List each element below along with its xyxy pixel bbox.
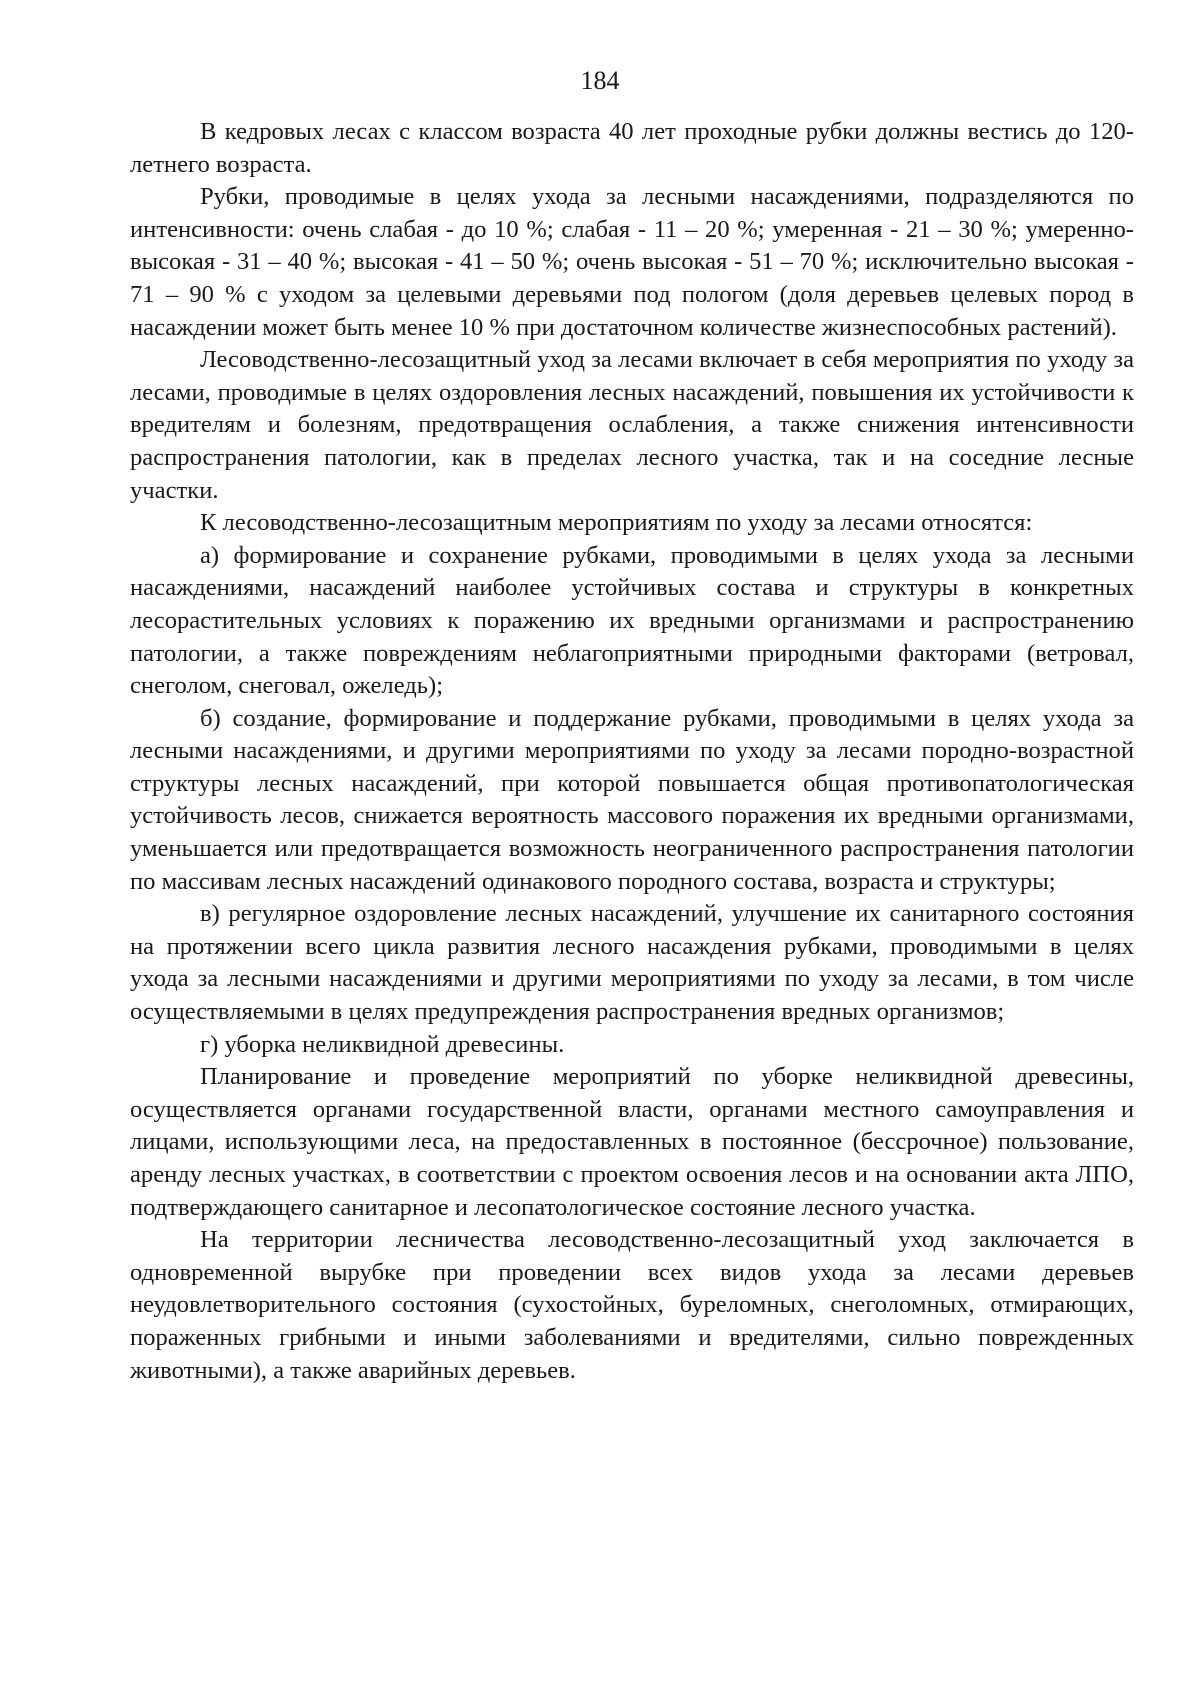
list-item-b: б) создание, формирование и поддержание рубками, проводимыми в целях ухода за лесными насаждениями, и другими мероприятиями по уходу за лесами породно-возрастной структуры лесных насаждений, при которой повышается общая противопатологическая устойчивость лесов, снижается вероятность массового поражения их вредными организмами, уменьшается или предотвращается возможность неограниченного распространения патологии по массивам лесных насаждений одинакового породного состава, возраста и структуры;: [130, 704, 1134, 895]
list-item-g: г) уборка неликвидной древесины.: [200, 1030, 565, 1058]
page-number: 184: [580, 66, 620, 95]
paragraph-cedar-forests: В кедровых лесах с классом возраста 40 лет проходные рубки должны вестись до 120-летнего возраста.: [130, 118, 1134, 178]
document-body: [130, 116, 1134, 1387]
list-item-v: в) регулярное оздоровление лесных насаждений, улучшение их санитарного состояния на протяжении всего цикла развития лесного насаждения рубками, проводимыми в целях ухода за лесными насаждениями и другими мероприятиями по уходу за лесами, в том числе осуществляемыми в целях предупреждения распространения вредных организмов;: [130, 900, 1134, 1026]
paragraph-planning: Планирование и проведение мероприятий по уборке неликвидной древесины, осуществляется органами государственной власти, органами местного самоуправления и лицами, использующими леса, на предоставленных в постоянное (бессрочное) пользование, аренду лесных участках, в соответствии с проектом освоения лесов и на основании акта ЛПО, подтверждающего санитарное и лесопатологическое состояние лесного участка.: [130, 1063, 1134, 1221]
paragraph-cutting-intensity: Рубки, проводимые в целях ухода за лесными насаждениями, подразделяются по интенсивности: очень слабая - до 10 %; слабая - 11 – 20 %; умеренная - 21 – 30 %; умеренно-высокая - 31 – 40 %; высокая - 41 – 50 %; очень высокая - 51 – 70 %; исключительно высокая - 71 – 90 % с уходом за целевыми деревьями под пологом (доля деревьев целевых пород в насаждении может быть менее 10 % при достаточном количестве жизнеспособных растений).: [130, 183, 1134, 341]
paragraph-forest-protection-care: Лесоводственно-лесозащитный уход за лесами включает в себя мероприятия по уходу за лесами, проводимые в целях оздоровления лесных насаждений, повышения их устойчивости к вредителям и болезням, предотвращения ослабления, а также снижения интенсивности распространения патологии, как в пределах лесного участка, так и на соседние лесные участки.: [130, 346, 1134, 504]
list-item-a: а) формирование и сохранение рубками, проводимыми в целях ухода за лесными насаждениями, насаждений наиболее устойчивых состава и структуры в конкретных лесорастительных условиях к поражению их вредными организмами и распространению патологии, а также повреждениям неблагоприятными природными факторами (ветровал, снеголом, снеговал, ожеледь);: [130, 541, 1134, 700]
paragraph-territory: На территории лесничества лесоводственно-лесозащитный уход заключается в одновременной вырубке при проведении всех видов ухода за лесами деревьев неудовлетворительного состояния (сухостойных, буреломных, снеголомных, отмирающих, пораженных грибными и иными заболеваниями и вредителями, сильно поврежденных животными), а также аварийных деревьев.: [130, 1226, 1134, 1384]
paragraph-measures-intro: К лесоводственно-лесозащитным мероприятиям по уходу за лесами относятся:: [200, 509, 1033, 537]
